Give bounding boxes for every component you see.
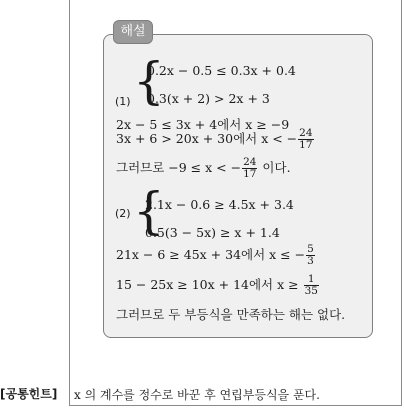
- fraction-denominator: 35: [304, 285, 318, 297]
- fraction-numerator: 24: [299, 127, 313, 139]
- fraction-denominator: 17: [243, 168, 257, 180]
- fraction-denominator: 17: [299, 139, 313, 151]
- fraction-numerator: 5: [307, 243, 314, 255]
- part1-conclusion-end: 이다.: [258, 160, 291, 175]
- part2-inequality-b: 0.5(3 − 5x) ≥ x + 1.4: [145, 225, 280, 240]
- part1-step1: 2x − 5 ≤ 3x + 4에서 x ≥ −9: [116, 117, 290, 132]
- part1-step2-text: 3x + 6 > 20x + 30에서 x < −: [116, 131, 298, 146]
- fraction-numerator: 24: [243, 156, 257, 168]
- part1-conclusion-text: 그러므로 −9 ≤ x < −: [116, 160, 242, 175]
- part2-label: (2): [115, 207, 131, 220]
- fraction-numerator: 1: [304, 274, 319, 286]
- part2-step2: [116, 274, 320, 297]
- part1-label: (1): [115, 95, 131, 108]
- part1-brace: {: [133, 52, 165, 110]
- hint-label: [공통힌트]: [0, 387, 58, 401]
- part1-step2-fraction: [298, 128, 313, 151]
- part2-brace: {: [133, 182, 165, 240]
- part1-inequality-b: 0.3(x + 2) > 2x + 3: [147, 91, 270, 106]
- part2-step2-text: 15 − 25x ≥ 10x + 14에서 x ≥: [116, 277, 303, 292]
- part2-inequality-a: 2.1x − 0.6 ≥ 4.5x + 3.4: [145, 197, 294, 212]
- fraction-denominator: 3: [307, 255, 314, 267]
- part2-step1: [116, 244, 316, 267]
- part2-step1-text: 21x − 6 ≥ 45x + 34에서 x ≤ −: [116, 247, 306, 262]
- part2-step2-fraction: [304, 274, 319, 297]
- part1-conclusion: [116, 157, 291, 180]
- part2-conclusion: 그러므로 두 부등식을 만족하는 해는 없다.: [116, 307, 346, 322]
- part2-step1-fraction: [306, 244, 315, 267]
- part1-inequality-a: 0.2x − 0.5 ≤ 0.3x + 0.4: [147, 63, 296, 78]
- part1-conclusion-fraction: [242, 157, 257, 180]
- hint-text: x 의 계수를 정수로 바꾼 후 연립부등식을 푼다.: [74, 388, 320, 402]
- solution-tag: 해설: [113, 20, 153, 44]
- part1-step2: [116, 128, 315, 151]
